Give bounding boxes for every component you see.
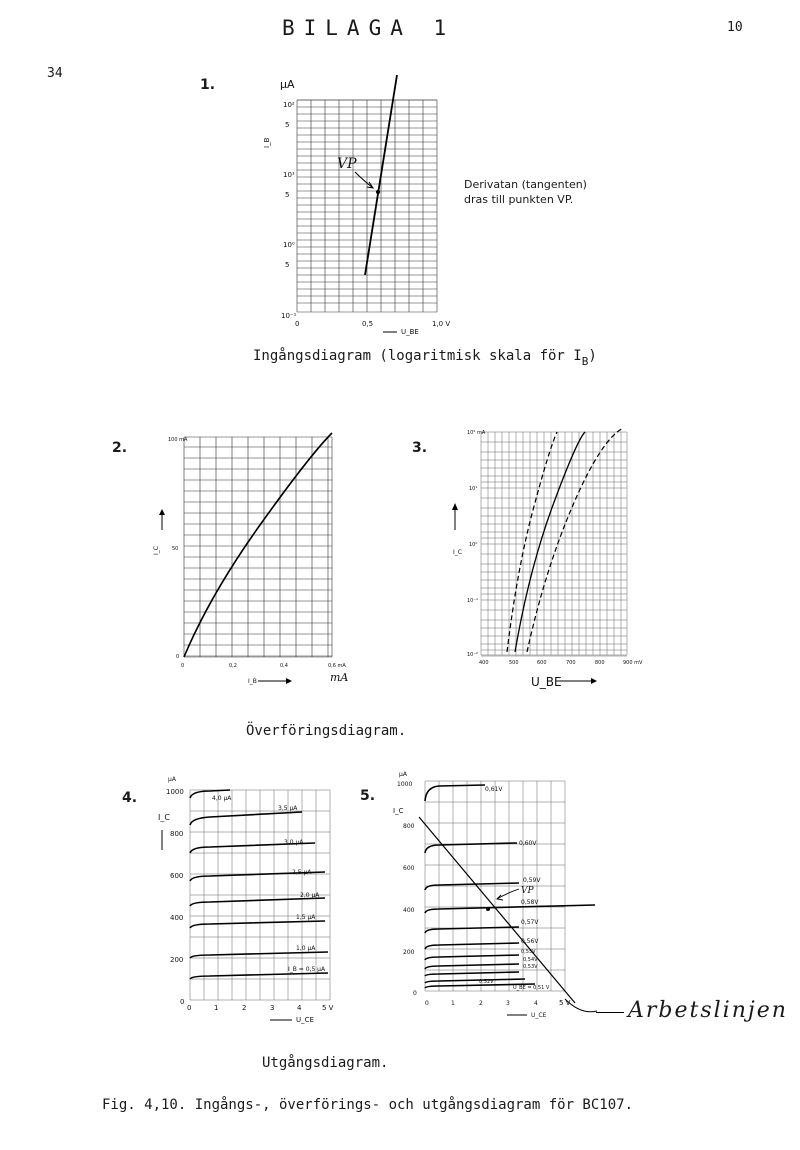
diagram5-xtick: 1 [451, 1000, 455, 1007]
diagram2-xtick: 0,4 [280, 663, 288, 669]
diagram2-xtick: 0,6 mA [328, 663, 346, 669]
diagram4-xtick: 4 [297, 1004, 302, 1012]
diagram4-curve-label: 3,5 µA [278, 805, 298, 812]
diagram4-ytick: 400 [170, 914, 184, 922]
diagram2-number: 2. [112, 440, 128, 456]
diagram3-xtick: 700 [566, 660, 576, 666]
diagram4-curve-label: 1,5 µA [296, 914, 316, 921]
diagram4-curve-label: 4,0 µA [212, 795, 232, 802]
diagram1-number: 1. [200, 77, 216, 93]
diagram1-note-line2: dras till punkten VP. [464, 193, 574, 206]
diagram5-vp-point [486, 907, 490, 911]
diagram2-xtick: 0 [181, 663, 185, 669]
diagram5-x-label: U_CE [531, 1012, 547, 1019]
diagram4-curve-label: I_B = 0,5 µA [288, 966, 326, 973]
diagram4-y-label: I_C [158, 813, 170, 822]
diagram4-ytick: 1000 [166, 788, 184, 796]
diagram3-ytick: 10⁻¹ [467, 598, 479, 604]
diagram5-load-line-pointer [596, 1012, 624, 1013]
diagram3-xtick: 900 mV [623, 660, 643, 666]
diagram5-number: 5. [360, 788, 376, 804]
diagram1-xtick: 0,5 [362, 320, 374, 328]
diagram1-ytick: 10⁻¹ [281, 312, 297, 320]
diagram3-ytick: 10⁰ [469, 542, 478, 548]
diagram4-curve-label: 2,0 µA [300, 892, 320, 899]
diagram1-ytick: 5 [285, 121, 290, 129]
diagram5-ytick: 1000 [397, 781, 413, 788]
diagram1-vp-label: VP [337, 156, 357, 172]
diagram4-ytick: 800 [170, 830, 184, 838]
diagram1-ytick: 10¹ [283, 171, 295, 179]
diagram4-x-label: U_CE [296, 1016, 314, 1024]
diagram5-ytick: 200 [403, 949, 415, 956]
diagram5-ytick: 0 [413, 990, 417, 997]
diagram3-x-label: U_BE [531, 675, 562, 689]
figure-caption: Fig. 4,10. Ingångs-, överförings- och utgångsdiagram för BC107. [102, 1097, 634, 1113]
diagram1-ytick: 5 [285, 191, 290, 199]
diagram3-xtick: 600 [537, 660, 547, 666]
diagram4-y-unit: µA [168, 776, 176, 783]
diagram5-ytick: 600 [403, 865, 415, 872]
diagram4-ytick: 200 [170, 956, 184, 964]
diagram1-input-chart [255, 70, 485, 338]
diagram5-ytick: 400 [403, 907, 415, 914]
diagram4-number: 4. [122, 790, 138, 806]
diagram3-curve-solid [515, 432, 585, 652]
diagram2-y-label: I_C [153, 546, 160, 555]
diagram1-xtick: 0 [295, 320, 300, 328]
diagram5-curve-label: U_BE = 0,51 V [513, 985, 550, 991]
diagram4-output-chart [150, 770, 350, 1025]
diagram1-ytick: 10² [283, 101, 295, 109]
page-number-right: 10 [727, 20, 743, 35]
diagram5-curve-label: 0,53V [523, 964, 538, 970]
diagram3-y-label: I_C [453, 549, 462, 556]
diagram4-ytick: 0 [180, 998, 185, 1006]
diagram5-output-chart [385, 765, 625, 1020]
diagram5-curve-label: 0,54V [523, 957, 538, 963]
diagram1-x-label: U_BE [401, 328, 419, 336]
diagram1-y-label: I_B [263, 137, 271, 148]
diagram5-vp-label: VP [521, 886, 534, 896]
diagram5-xtick: 2 [479, 1000, 483, 1007]
diagram4-xtick: 1 [214, 1004, 219, 1012]
diagram4-curve-label: 1,0 µA [296, 945, 316, 952]
diagram1-ytick: 10⁰ [283, 241, 295, 249]
transfer-caption: Överföringsdiagram. [246, 723, 407, 739]
diagram5-curve-label: 0,61V [485, 786, 503, 793]
diagram2-curve [184, 433, 332, 657]
diagram5-xtick: 3 [506, 1000, 510, 1007]
diagram1-note-line1: Derivatan (tangenten) [464, 178, 587, 191]
diagram2-xtick: 0,2 [229, 663, 237, 669]
diagram3-ytick: 10⁻² [467, 652, 479, 658]
diagram5-y-label: I_C [393, 807, 404, 815]
diagram2-transfer-chart [150, 425, 380, 690]
diagram5-xtick: 0 [425, 1000, 429, 1007]
diagram5-curve-label: 0,58V [521, 899, 539, 906]
diagram4-xtick: 2 [242, 1004, 247, 1012]
diagram4-curve-label: 2,5 µA [292, 869, 312, 876]
page-number-left: 34 [47, 66, 63, 81]
diagram5-xtick: 5 V [559, 999, 571, 1007]
diagram4-xtick: 5 V [322, 1004, 334, 1012]
diagram3-xtick: 500 [509, 660, 519, 666]
diagram4-xtick: 3 [270, 1004, 275, 1012]
diagram1-y-unit: µA [280, 78, 295, 91]
diagram5-load-line-label: Arbetslinjen [628, 998, 788, 1023]
diagram3-transfer-chart [445, 420, 660, 690]
diagram5-curve-label: 0,52V [479, 979, 494, 985]
diagram2-ytick: 50 [172, 546, 179, 552]
diagram3-ytick: 10² mA [467, 430, 486, 436]
diagram3-curve-dashed-left [507, 432, 557, 652]
diagram1-vp-point [376, 190, 380, 194]
diagram5-xtick: 4 [534, 1000, 538, 1007]
diagram3-xtick: 800 [595, 660, 605, 666]
diagram1-ytick: 5 [285, 261, 290, 269]
diagram5-load-line [419, 817, 575, 1003]
diagram5-ytick: 800 [403, 823, 415, 830]
diagram5-curve-label: 0,55V [521, 949, 536, 955]
diagram1-caption [253, 348, 597, 368]
diagram3-xtick: 400 [479, 660, 489, 666]
diagram2-ytick: 0 [176, 654, 180, 660]
diagram4-ytick: 600 [170, 872, 184, 880]
page-title: BILAGA 1 [282, 16, 456, 40]
diagram1-caption-sub: B [581, 355, 589, 368]
diagram4-curve-label: 3,0 µA [284, 839, 304, 846]
diagram1-caption-text: Ingångsdiagram (logaritmisk skala för I [253, 348, 582, 364]
diagram3-number: 3. [412, 440, 428, 456]
diagram5-curve-label: 0,57V [521, 919, 539, 926]
diagram4-xtick: 0 [187, 1004, 192, 1012]
output-caption: Utgångsdiagram. [262, 1055, 389, 1071]
diagram5-y-unit: µA [399, 771, 407, 778]
diagram5-curve-label: 0,59V [523, 877, 541, 884]
diagram2-x-label: I_B [248, 678, 257, 685]
diagram1-caption-end: ) [588, 348, 597, 364]
diagram2-x-unit: mA [330, 671, 349, 684]
diagram2-ytick: 100 mA [168, 437, 188, 443]
diagram1-xtick: 1,0 V [432, 320, 451, 328]
diagram3-ytick: 10¹ [469, 486, 478, 492]
diagram5-curve-label: 0,60V [519, 840, 537, 847]
diagram5-curve-label: 0,56V [521, 938, 539, 945]
